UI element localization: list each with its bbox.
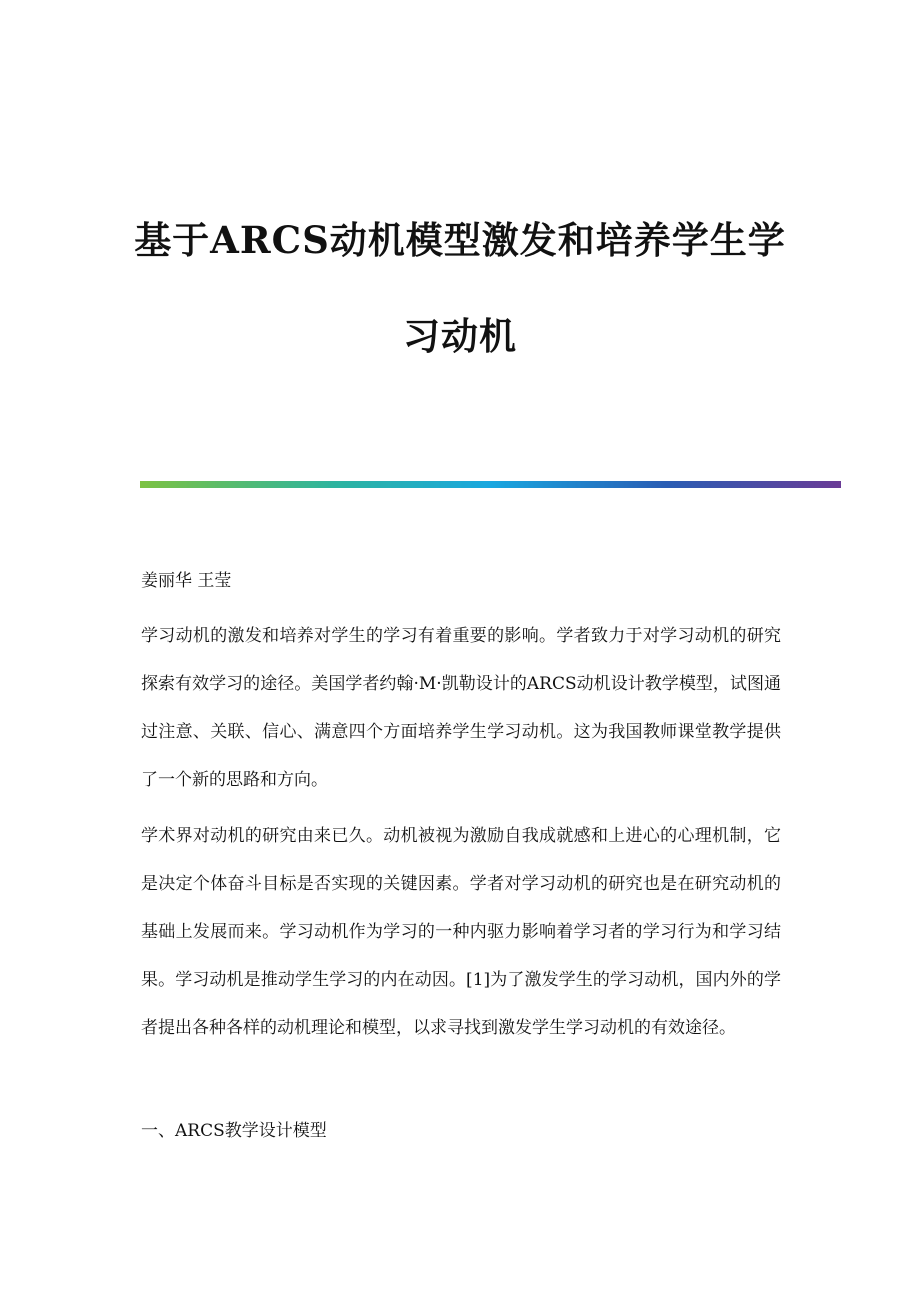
- title-line-2: 习动机: [403, 314, 517, 358]
- title-line-1: 基于ARCS动机模型激发和培养学生学: [134, 218, 786, 262]
- paragraph-2: 学术界对动机的研究由来已久。动机被视为激励自我成就感和上进心的心理机制，它是决定个体奋斗目标是否实现的关键因素。学者对学习动机的研究也是在研究动机的基础上发展而来。学习动机作为学习的一种内驱力影响着学习者的学习行为和学习结果。学习动机是推动学生学习的内在动因。[1]为了激发学生的学习动机，国内外的学者提出各种各样的动机理论和模型，以求寻找到激发学生学习动机的有效途径。: [141, 826, 781, 1038]
- paragraph-1: 学习动机的激发和培养对学生的学习有着重要的影响。学者致力于对学习动机的研究探索有效学习的途径。美国学者约翰·M·凯勒设计的ARCS动机设计教学模型，试图通过注意、关联、信心、满意四个方面培养学生学习动机。这为我国教师课堂教学提供了一个新的思路和方向。: [141, 626, 781, 790]
- authors: 姜丽华 王莹: [141, 571, 232, 591]
- section-heading-1: 一、ARCS教学设计模型: [141, 1121, 327, 1141]
- gradient-divider: [140, 481, 841, 488]
